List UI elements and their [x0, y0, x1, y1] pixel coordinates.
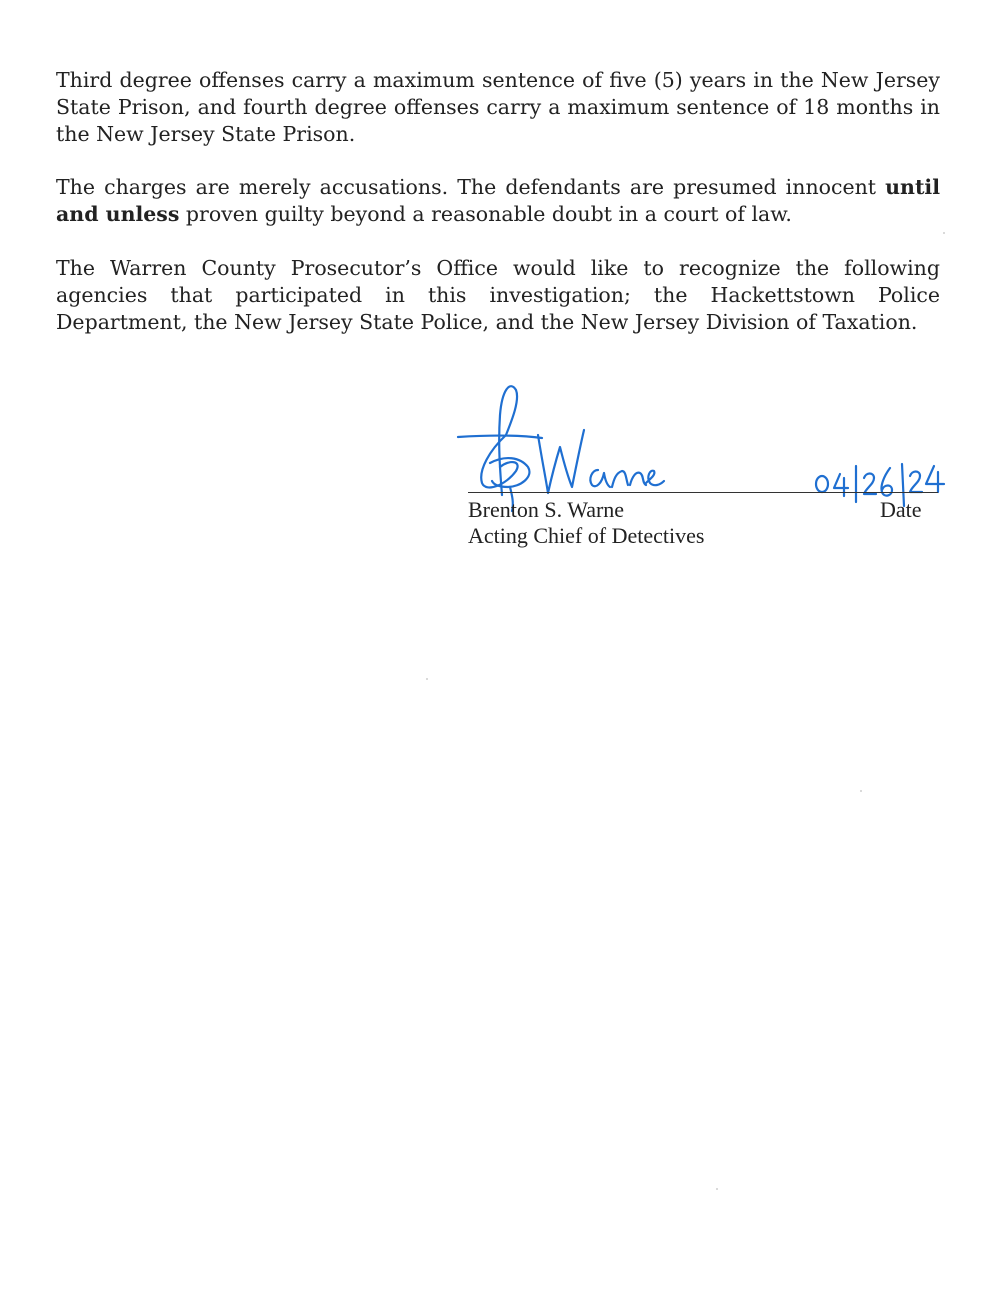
signature-line: [468, 492, 938, 493]
paragraph-acknowledgment: The Warren County Prosecutor’s Office would like to recognize the following agencies that participated in this investigation; the Hackettstown Police Department, the New Jersey State Police, and the New Jersey Division of Taxation.: [56, 256, 940, 334]
paragraph-presumption-bold: until and unless: [56, 175, 940, 226]
signer-title: Acting Chief of Detectives: [468, 523, 705, 548]
paragraph-presumption-start: The charges are merely accusations. The defendants are presumed innocent: [56, 175, 886, 199]
signer-name: Brenton S. Warne: [468, 497, 625, 522]
paragraph-presumption: [56, 174, 940, 228]
paragraph-sentencing: Third degree offenses carry a maximum sentence of five (5) years in the New Jersey State Prison, and fourth degree offenses carry a maximum sentence of 18 months in the New Jersey State Prison.: [56, 68, 940, 146]
scan-speck: [716, 1188, 718, 1190]
date-label: Date: [880, 497, 922, 522]
paragraph-presumption-end: proven guilty beyond a reasonable doubt in a court of law.: [179, 202, 792, 226]
scan-speck: [943, 232, 945, 234]
scan-speck: [426, 678, 428, 680]
scan-speck: [860, 790, 862, 792]
